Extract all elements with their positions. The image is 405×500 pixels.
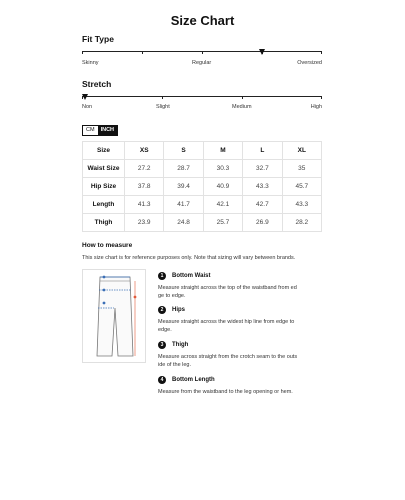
table-cell: 26.9 <box>243 214 282 232</box>
step-title: Thigh <box>172 342 189 348</box>
stretch-label: Stretch <box>82 79 112 89</box>
table-cell: 43.3 <box>282 196 321 214</box>
table-cell: 25.7 <box>203 214 242 232</box>
step-title: Bottom Length <box>172 377 215 383</box>
unit-inch-button[interactable]: INCH <box>98 126 117 135</box>
fit-option-oversized: Oversized <box>297 60 322 66</box>
step-description: Measure straight across the top of the waistband from edge to edge. <box>158 285 297 299</box>
table-cell: 24.8 <box>164 214 203 232</box>
table-row <box>83 196 322 214</box>
table-cell: 30.3 <box>203 160 242 178</box>
table-cell: 39.4 <box>164 178 203 196</box>
header-xs: XS <box>125 142 164 160</box>
step-description: Measure across straight from the crotch seam to the outside of the leg. <box>158 354 298 368</box>
fit-type-marker <box>259 49 265 55</box>
step-number-badge: 2 <box>158 306 166 314</box>
table-cell: 40.9 <box>203 178 242 196</box>
stretch-option-high: High <box>310 104 322 110</box>
stretch-option-medium: Medium <box>232 104 252 110</box>
pants-diagram <box>82 269 146 363</box>
header-xl: XL <box>282 142 321 160</box>
stretch-marker <box>82 94 88 100</box>
table-cell: 32.7 <box>243 160 282 178</box>
step-number-badge: 3 <box>158 341 166 349</box>
page-title: Size Chart <box>170 13 235 28</box>
step-number-badge: 4 <box>158 376 166 384</box>
header-s: S <box>164 142 203 160</box>
step-title: Hips <box>172 307 186 313</box>
table-cell: 27.2 <box>125 160 164 178</box>
stretch-options <box>82 104 322 112</box>
pants-illustration <box>83 270 145 362</box>
stretch-option-non: Non <box>82 104 93 110</box>
table-cell: 35 <box>282 160 321 178</box>
table-cell: 45.7 <box>282 178 321 196</box>
table-cell: 41.7 <box>164 196 203 214</box>
table-header-row <box>83 142 322 160</box>
table-cell: 28.7 <box>164 160 203 178</box>
step-title: Bottom Waist <box>172 273 211 279</box>
header-size: Size <box>83 142 125 160</box>
table-cell: 37.8 <box>125 178 164 196</box>
fit-option-skinny: Skinny <box>82 60 99 66</box>
fit-type-label: Fit Type <box>82 34 114 44</box>
stretch-option-slight: Slight <box>156 104 170 110</box>
table-cell: 28.2 <box>282 214 321 232</box>
row-label-thigh: Thigh <box>83 214 125 232</box>
how-to-measure-note: This size chart is for reference purposes only. Note that sizing will vary between brands. <box>82 255 296 261</box>
table-row <box>83 214 322 232</box>
table-row <box>83 160 322 178</box>
table-cell: 43.3 <box>243 178 282 196</box>
size-table <box>82 141 322 232</box>
row-label-waist: Waist Size <box>83 160 125 178</box>
fit-type-options <box>82 60 322 68</box>
header-m: M <box>203 142 242 160</box>
row-label-length: Length <box>83 196 125 214</box>
header-l: L <box>243 142 282 160</box>
unit-toggle <box>82 125 118 136</box>
step-description: Measure from the waistband to the leg opening or hem. <box>158 389 293 395</box>
step-description: Measure straight across the widest hip line from edge to edge. <box>158 319 295 333</box>
how-to-measure-title: How to measure <box>82 242 133 249</box>
row-label-hip: Hip Size <box>83 178 125 196</box>
step-number-badge: 1 <box>158 272 166 280</box>
table-cell: 42.7 <box>243 196 282 214</box>
table-cell: 42.1 <box>203 196 242 214</box>
unit-cm-button[interactable]: CM <box>86 127 95 133</box>
fit-option-regular: Regular <box>192 60 212 66</box>
table-cell: 41.3 <box>125 196 164 214</box>
table-cell: 23.9 <box>125 214 164 232</box>
table-row <box>83 178 322 196</box>
